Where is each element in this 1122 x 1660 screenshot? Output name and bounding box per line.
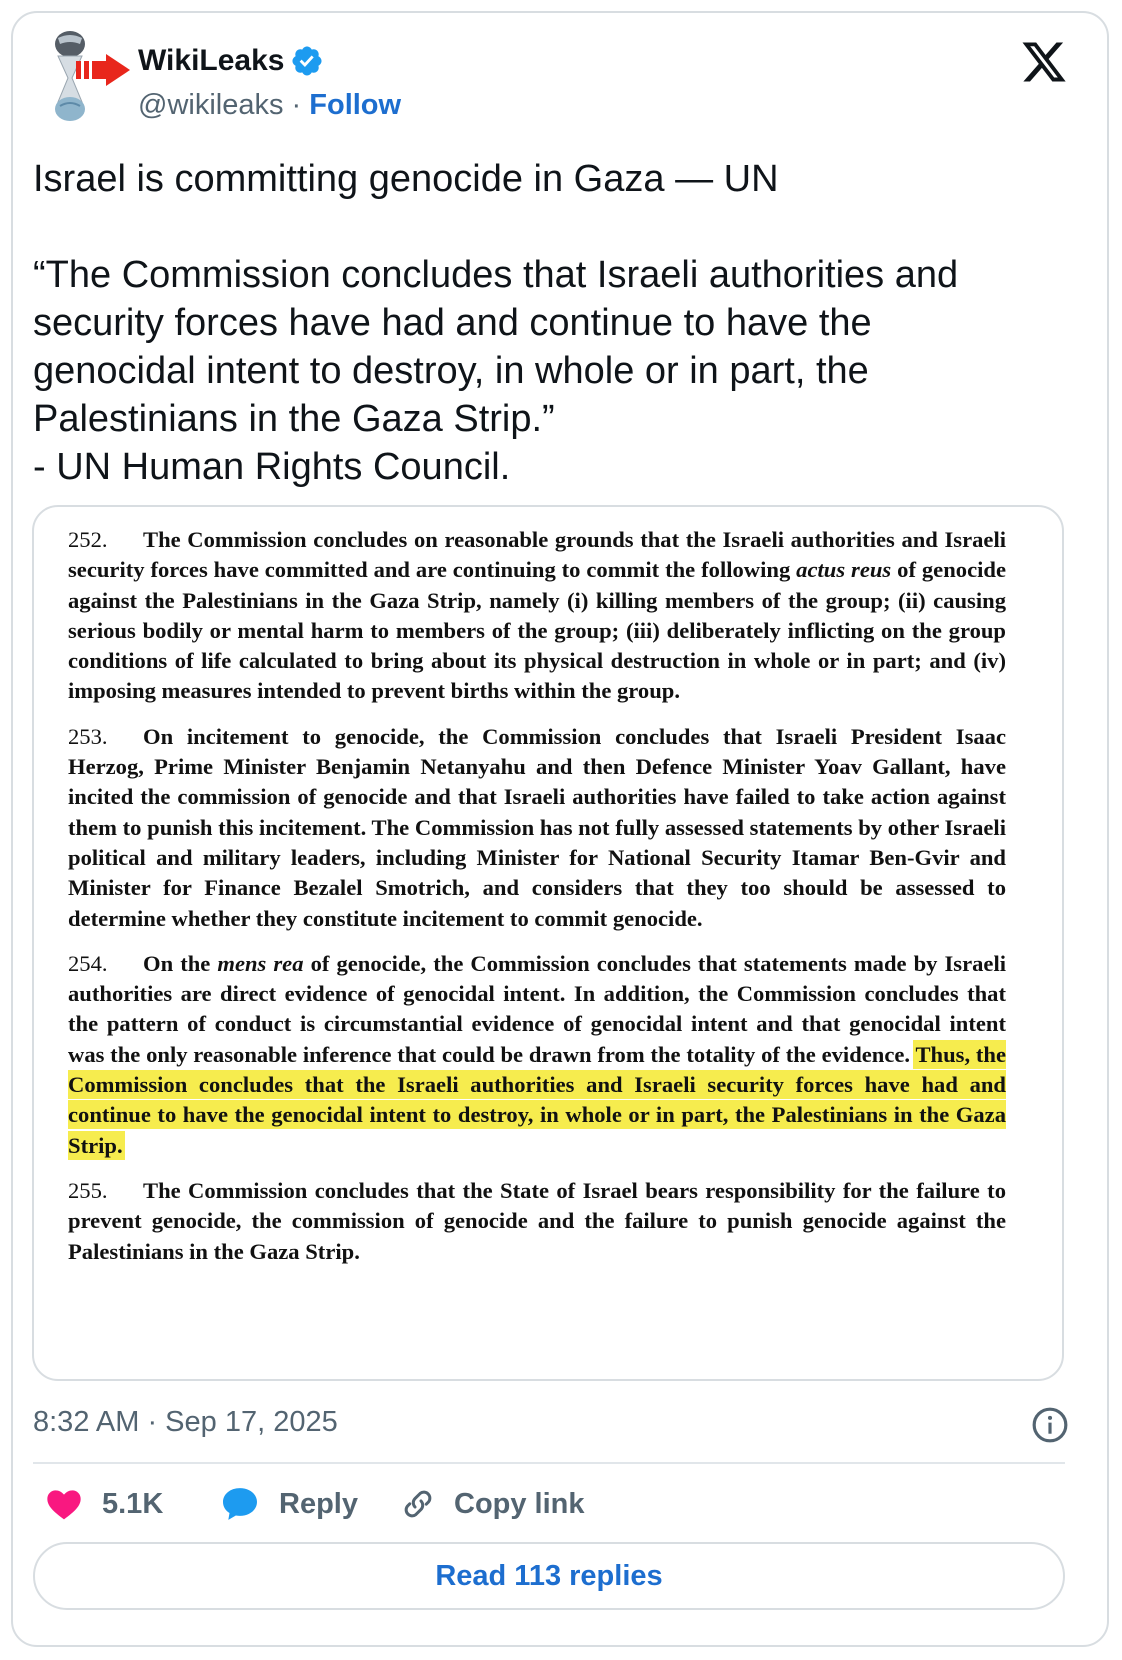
author-handle-row [138,89,401,122]
paragraph-text: The Commission concludes on reasonable grounds that the Israeli authorities and Israeli security forces have committed and are continuing to commit the following [68,527,1006,583]
highlighted-text: Thus, the Commission concludes that the Israeli authorities and Israeli security forces have had and continue to have the genocidal intent to destroy, in whole or in part, the Palestinians in the Gaza Strip. [68,1041,1006,1158]
tweet-timestamp[interactable]: 8:32 AM · Sep 17, 2025 [33,1406,338,1438]
heart-icon [44,1484,84,1524]
italic-term: mens rea [217,950,304,976]
copy-link-label: Copy link [454,1487,585,1520]
paragraph-text: The Commission concludes that the State of Israel bears responsibility for the failure to prevent genocide, the commission of genocide and the failure to punish genocide against the Palestinians in the Gaza Strip. [68,1177,1006,1264]
handle-separator: · [291,89,302,121]
divider [33,1462,1065,1464]
italic-term: actus reus [796,557,892,583]
paragraph-number: 252. [68,527,108,552]
author-handle[interactable]: @wikileaks [138,89,284,121]
follow-button[interactable]: Follow [309,89,402,121]
tweet-headline: Israel is committing genocide in Gaza — UN [33,158,779,200]
wikileaks-logo-avatar[interactable] [34,26,134,126]
like-count: 5.1K [102,1487,164,1520]
copy-link-button[interactable] [400,1478,585,1530]
speech-bubble-icon [219,1484,261,1524]
paragraph-text: On incitement to genocide, the Commission concludes that Israeli President Isaac Herzog, Prime Minister Benjamin Netanyahu and then Defence Minister Yoav Gallant, have incited the commission of genocide and that Israeli authorities have failed to take action against them to punish this incitement. The Commission has not fully assessed statements by other Israeli political and military leaders, including Minister for National Security Itamar Ben-Gvir and Minister for Finance Bezalel Smotrich, and considers that they too should be assessed to determine whether they constitute incitement to commit genocide. [68,723,1006,931]
paragraph-text: of genocide against the Palestinians in the Gaza Strip, namely (i) killing members of the group; (ii) causing serious bodily or mental harm to members of the group; (iii) deliberately inflicting on the group conditions of life calculated to bring about its physical destruction in whole or in part; and (iv) imposing measures intended to prevent births within the group. [68,557,1006,704]
tweet-quote: “The Commission concludes that Israeli authorities and security forces have had and continue to have the genocidal intent to destroy, in whole or in part, the Palestinians in the Gaza Strip.” - UN Human Rights Council. [33,254,959,488]
reply-label: Reply [279,1487,358,1520]
document-paragraph-252 [68,525,1006,707]
x-logo-icon[interactable] [1020,38,1068,86]
verified-badge-icon [290,44,324,78]
info-icon[interactable] [1031,1406,1069,1444]
like-button[interactable] [44,1478,163,1530]
paragraph-number: 253. [68,723,108,749]
reply-button[interactable] [219,1478,358,1530]
document-excerpt [68,525,1006,1282]
document-paragraph-253 [68,722,1006,934]
author-display-name[interactable]: WikiLeaks [138,44,285,77]
author-name-row [138,44,324,78]
paragraph-text: On the [143,950,218,976]
paragraph-number: 255. [68,1177,108,1203]
paragraph-number: 254. [68,950,108,976]
paragraph-gap [33,203,1043,251]
link-icon [400,1486,436,1522]
tweet-text [33,155,1043,491]
read-replies-button[interactable]: Read 113 replies [33,1542,1065,1610]
document-paragraph-255 [68,1176,1006,1267]
attached-document-image[interactable] [32,505,1064,1381]
document-paragraph-254 [68,949,1006,1161]
paragraph-text: of genocide, the Commission concludes that statements made by Israeli authorities are direct evidence of genocidal intent. In addition, the Commission concludes that the pattern of conduct is circumstantial evidence of genocidal intent and that genocidal intent was the only reasonable inference that could be drawn from the totality of the evidence. [68,950,1007,1067]
